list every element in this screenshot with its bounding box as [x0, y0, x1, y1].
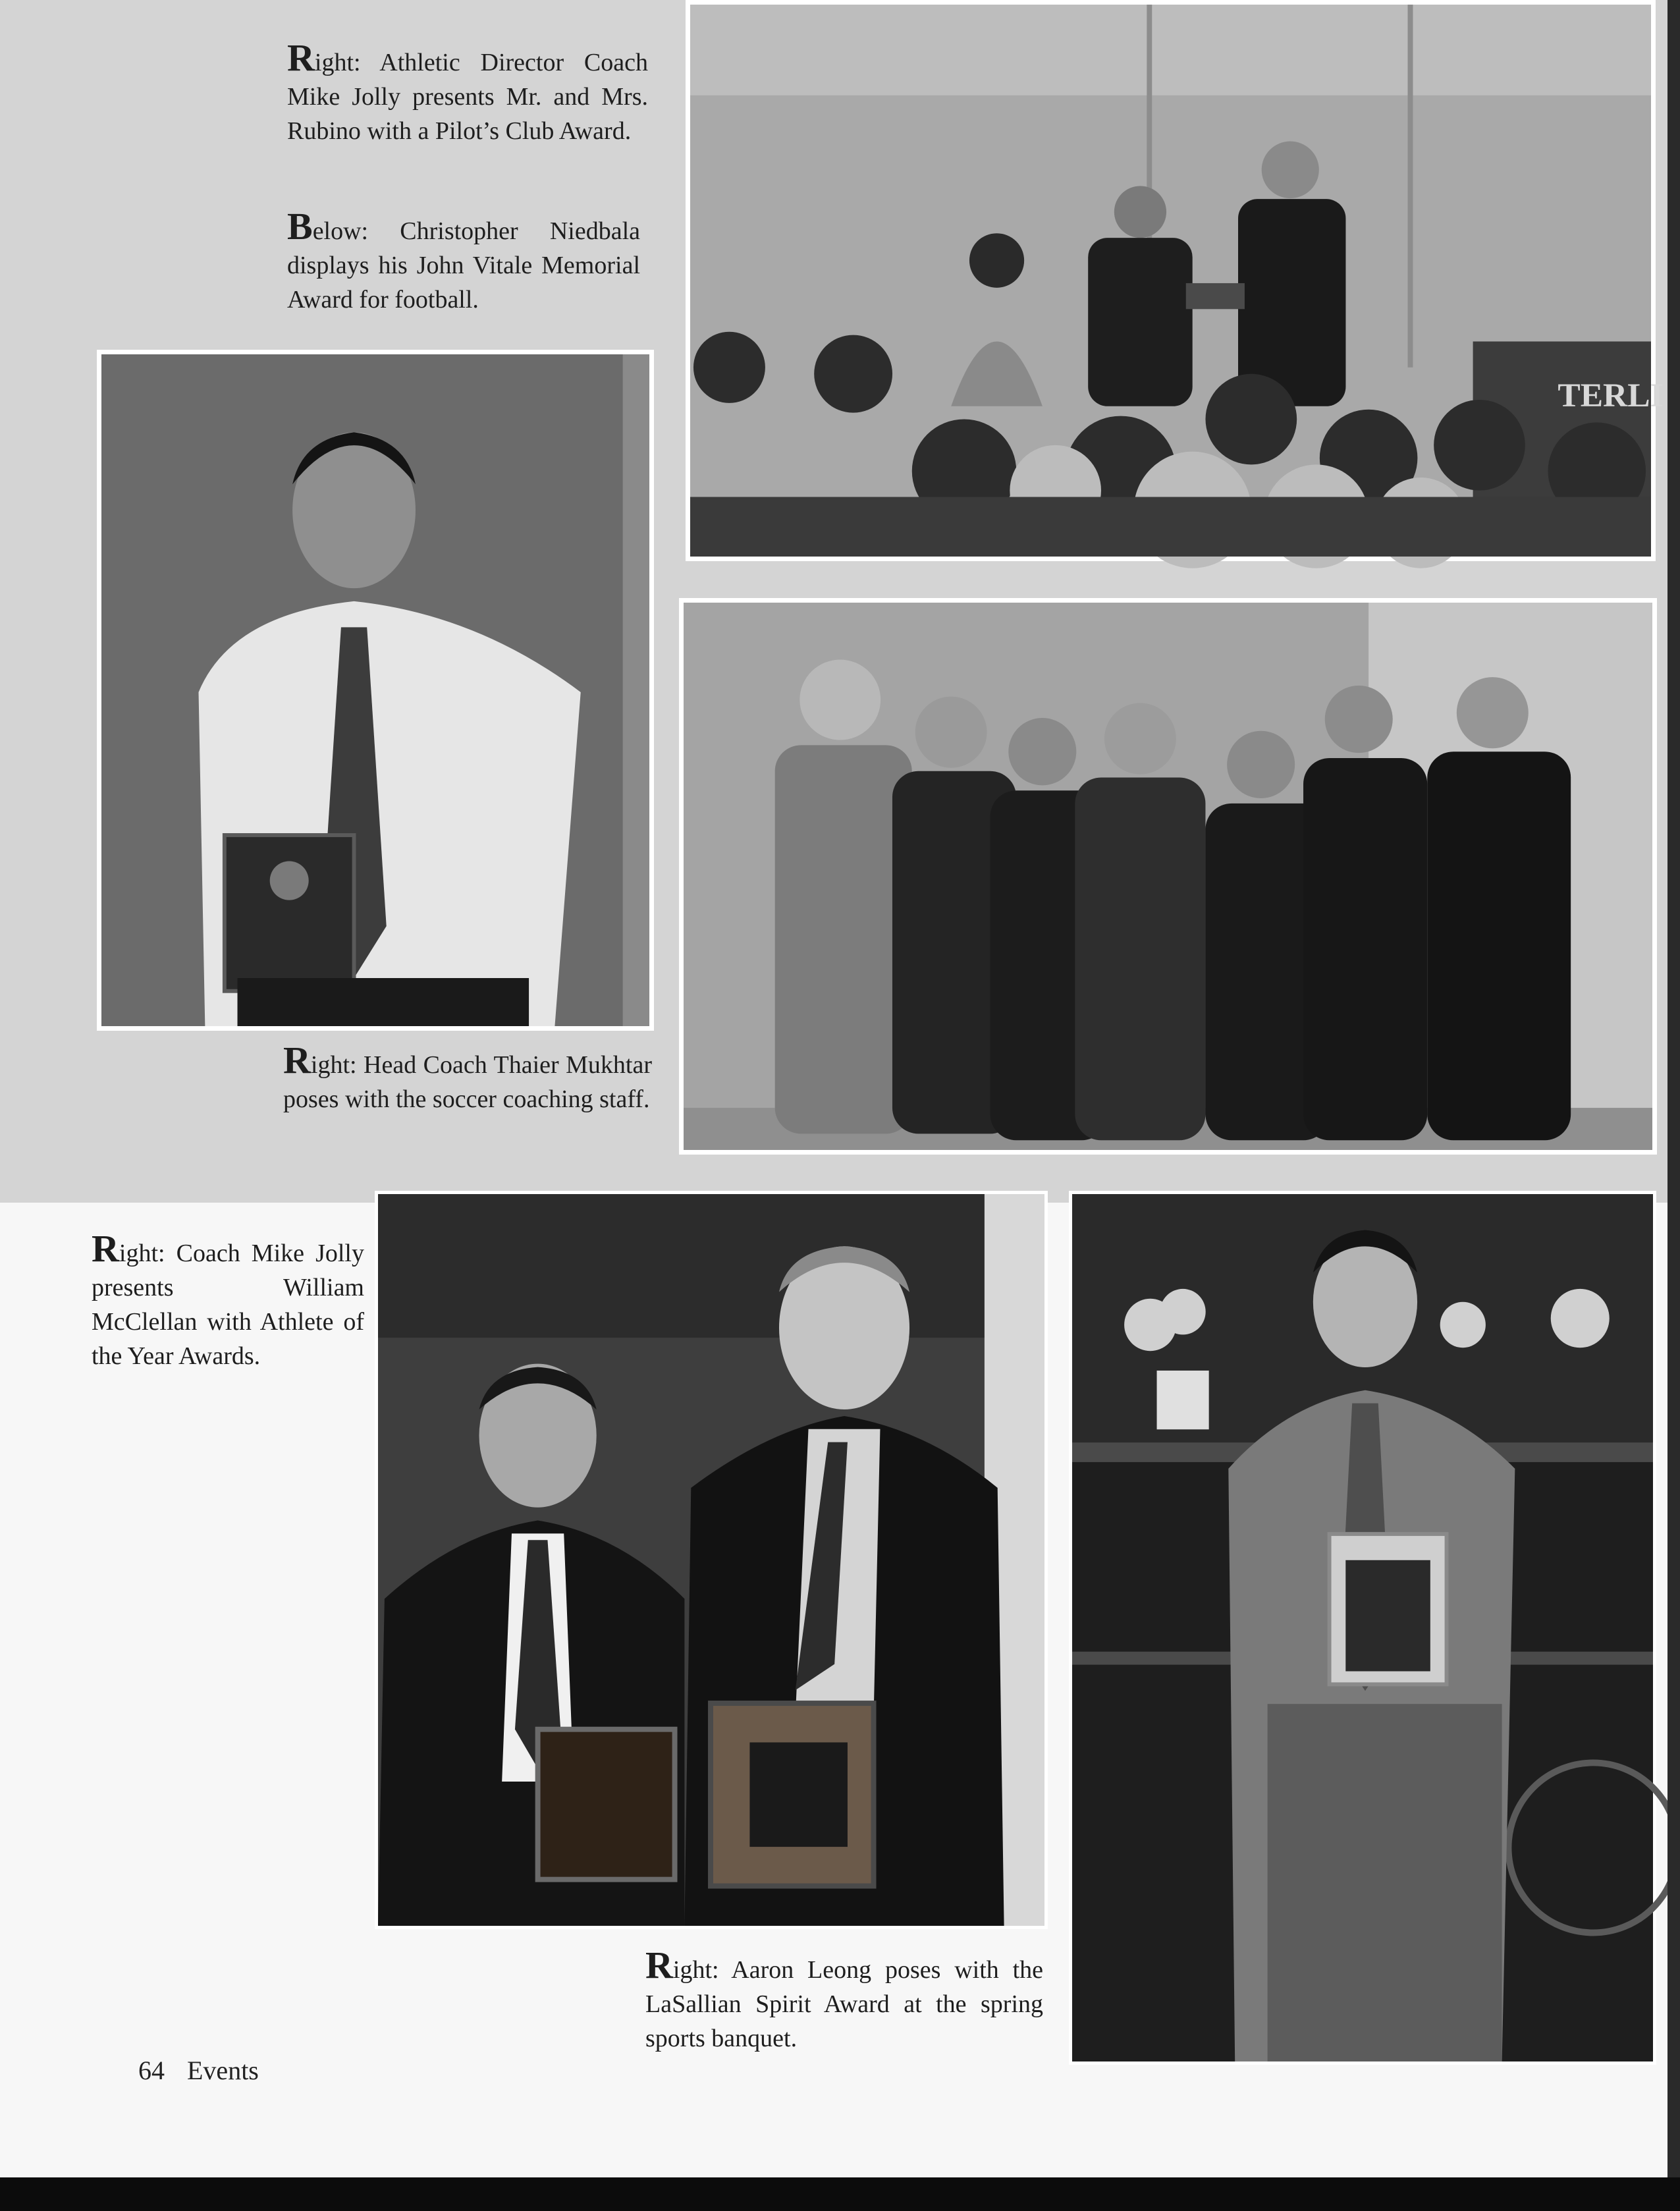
caption-soccer-coaching-staff	[283, 1039, 652, 1116]
caption-text: ight: Coach Mike Jolly presents William McClellan with Athlete of the Year Awards.	[92, 1240, 364, 1370]
photo-soccer-coaching-staff	[679, 598, 1657, 1155]
caption-text: ight: Aaron Leong poses with the LaSallian Spirit Award at the spring sports banquet.	[645, 1956, 1043, 2052]
photo-christopher-niedbala	[97, 350, 654, 1031]
section-name: Events	[187, 2056, 259, 2085]
photo-pilots-club-award-presentation	[686, 0, 1664, 561]
caption-text: elow: Christopher Niedbala displays his John Vitale Memorial Award for football.	[287, 217, 640, 314]
caption-text: ight: Head Coach Thaier Mukhtar poses with the soccer coaching staff.	[283, 1051, 652, 1113]
caption-pilots-club-award	[287, 36, 648, 148]
caption-mcclellan-awards	[92, 1227, 364, 1373]
photo-mcclellan-athlete-of-year	[375, 1191, 1048, 1929]
caption-niedbala-award	[287, 205, 640, 317]
photo-aaron-leong-spirit-award	[1069, 1191, 1656, 2065]
caption-initial: R	[92, 1227, 119, 1270]
page-edge-shadow	[1667, 0, 1680, 2177]
caption-text: ight: Athletic Director Coach Mike Jolly presents Mr. and Mrs. Rubino with a Pilot’s Club Award.	[287, 49, 648, 145]
caption-initial: R	[287, 36, 315, 79]
page-number: 64	[138, 2056, 165, 2085]
caption-initial: B	[287, 205, 313, 248]
caption-aaron-leong	[645, 1944, 1043, 2056]
caption-initial: R	[645, 1944, 673, 1986]
scan-bottom-border	[0, 2177, 1680, 2211]
page-folio	[138, 2055, 259, 2086]
caption-initial: R	[283, 1039, 311, 1081]
banquet-sign-text: TERLI	[1558, 376, 1664, 414]
